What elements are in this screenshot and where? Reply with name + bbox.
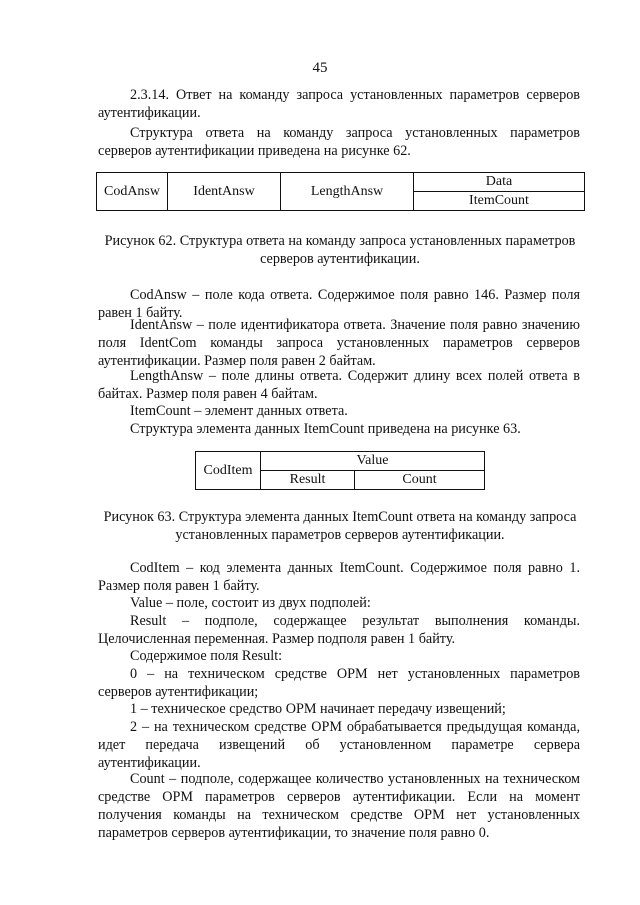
cell-identansw: IdentAnsw — [168, 173, 281, 211]
cell-value: Value — [261, 452, 485, 471]
desc-codansw: CodAnsw – поле кода ответа. Содержимое поля равно 146. Размер поля равен 1 байту. — [98, 287, 580, 321]
para-result: Result – подполе, содержащее результат выполнения команды. Целочисленная переменная. Размер подполя равен 1 байту. — [98, 613, 580, 647]
para-value: Value – поле, состоит из двух подполей: — [130, 595, 371, 611]
desc-itemcount: ItemCount – элемент данных ответа. — [130, 403, 348, 419]
cell-count: Count — [355, 471, 485, 490]
cell-coditem: CodItem — [196, 452, 261, 490]
cell-codansw: CodAnsw — [97, 173, 168, 211]
intro-paragraph: Структура ответа на команду запроса установленных параметров серверов аутентификации приведена на рисунке 62. — [98, 125, 580, 159]
caption-figure-62: Рисунок 62. Структура ответа на команду запроса установленных параметров серверов аутентификации. — [104, 233, 576, 267]
section-title: 2.3.14. Ответ на команду запроса установленных параметров серверов аутентификации. — [98, 87, 580, 121]
figure-62-table — [96, 172, 585, 211]
figure-63-table — [195, 451, 485, 490]
caption-figure-63: Рисунок 63. Структура элемента данных ItemCount ответа на команду запроса установленных параметров серверов аутентификации. — [103, 509, 577, 543]
page-number: 45 — [312, 60, 328, 76]
desc-identansw: IdentAnsw – поле идентификатора ответа. Значение поля равно значению поля IdentCom команды запроса установленных параметров серверов аутентификации. Размер поля равен 2 байтам. — [98, 317, 580, 369]
desc-structure-63: Структура элемента данных ItemCount приведена на рисунке 63. — [130, 421, 521, 437]
para-coditem: CodItem – код элемента данных ItemCount. Содержимое поля равно 1. Размер поля равен 1 байту. — [98, 560, 580, 594]
para-result-0: 0 – на техническом средстве ОРМ нет установленных параметров серверов аутентификации; — [98, 666, 580, 700]
cell-lengthansw: LengthAnsw — [281, 173, 414, 211]
para-result-1: 1 – техническое средство ОРМ начинает передачу извещений; — [130, 701, 506, 717]
para-count: Count – подполе, содержащее количество установленных на техническом средстве ОРМ параметров серверов аутентификации. Если на момент получения команды на техническом средстве ОРМ нет установленных параметров серверов аутентификации, то значение поля равно 0. — [98, 771, 580, 841]
desc-lengthansw: LengthAnsw – поле длины ответа. Содержит длину всех полей ответа в байтах. Размер поля равен 4 байтам. — [98, 368, 580, 402]
para-result-content: Содержимое поля Result: — [130, 648, 283, 664]
cell-itemcount: ItemCount — [414, 192, 585, 211]
para-result-2: 2 – на техническом средстве ОРМ обрабатывается предыдущая команда, идет передача извещений об установленном параметре сервера аутентификации. — [98, 719, 580, 771]
cell-data: Data — [414, 173, 585, 192]
cell-result: Result — [261, 471, 355, 490]
